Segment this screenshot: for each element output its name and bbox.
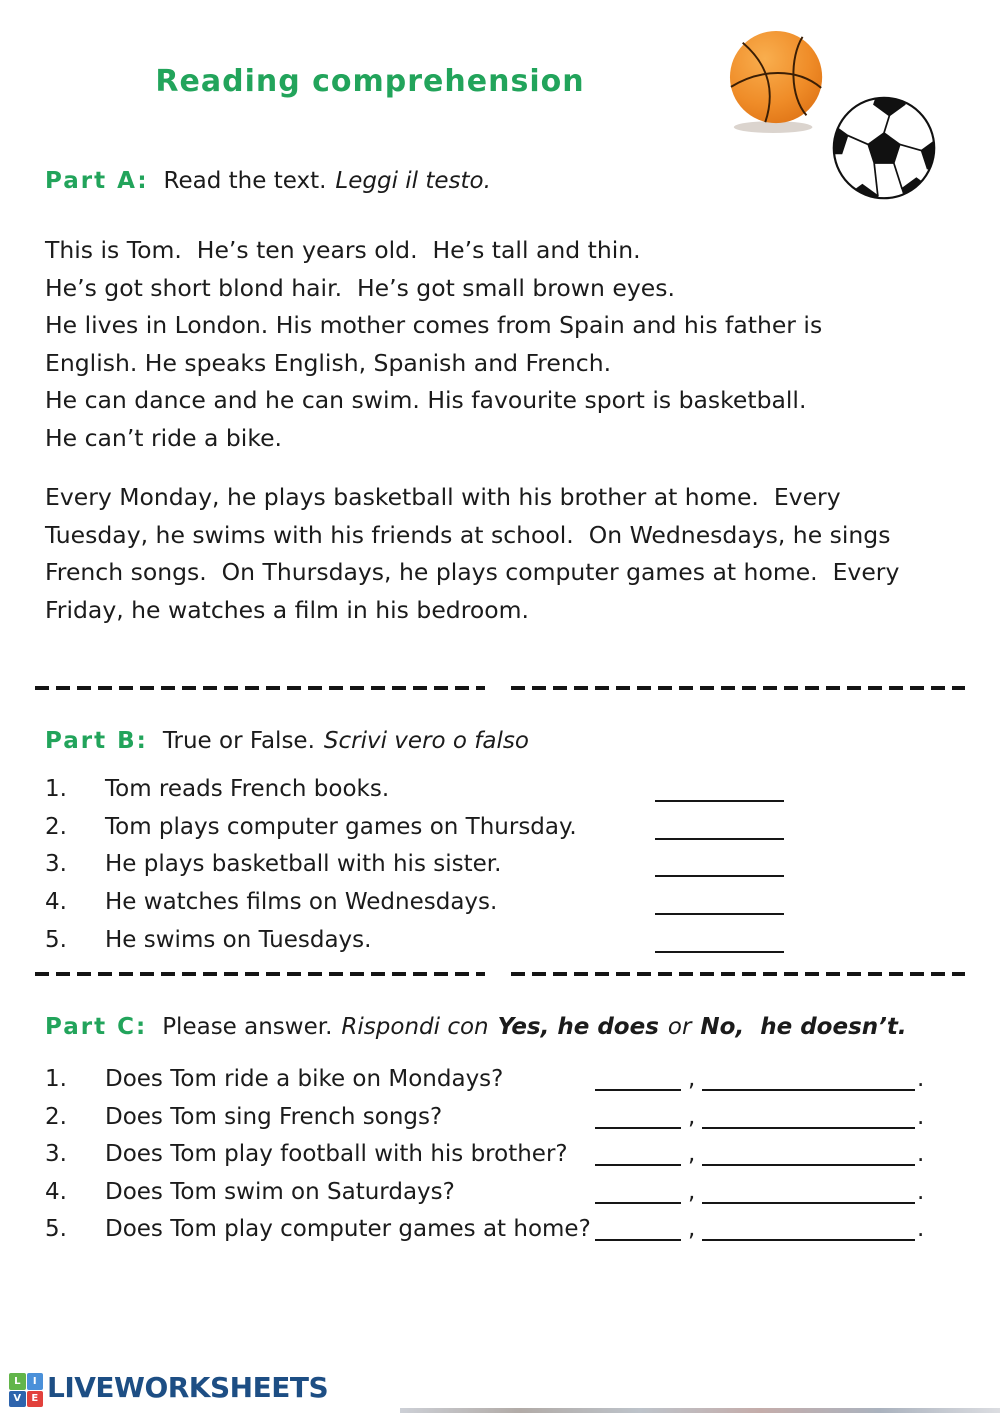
answer-blank-long[interactable] (702, 1089, 915, 1091)
text-line: English. He speaks English, Spanish and French. (45, 348, 612, 377)
question-row (0, 1060, 1000, 1098)
question-text: Does Tom ride a bike on Mondays? (105, 1066, 504, 1092)
answer-blank[interactable] (655, 838, 784, 840)
question-row (0, 1098, 1000, 1136)
question-text: He watches films on Wednesdays. (105, 889, 498, 915)
period-mark: . (917, 1141, 925, 1167)
comma-separator: , (688, 1104, 696, 1130)
answer-blank-long[interactable] (702, 1164, 915, 1166)
liveworksheets-logo-icon (9, 1373, 43, 1407)
answer-blank[interactable] (655, 913, 784, 915)
question-text: Does Tom play computer games at home? (105, 1216, 591, 1242)
text-line: French songs. On Thursdays, he plays computer games at home. Every (45, 558, 900, 586)
answer-blank-short[interactable] (595, 1127, 681, 1129)
answer-blank[interactable] (655, 875, 784, 877)
part-a-header (45, 166, 491, 196)
question-number: 4. (45, 889, 67, 915)
question-number: 3. (45, 851, 67, 877)
logo-letter: I (27, 1373, 44, 1390)
question-row (0, 1135, 1000, 1173)
part-a-instruction-italian: Leggi il testo. (335, 168, 491, 194)
question-number: 3. (45, 1141, 67, 1167)
comma-separator: , (688, 1141, 696, 1167)
reading-text-paragraph-1 (45, 232, 975, 457)
answer-blank-short[interactable] (595, 1089, 681, 1091)
answer-blank-short[interactable] (595, 1202, 681, 1204)
answer-option-no: No, he doesn’t. (700, 1014, 907, 1040)
text-line: He can’t ride a bike. (45, 423, 283, 452)
part-b-instruction-italian: Scrivi vero o falso (323, 728, 529, 754)
answer-option-yes: Yes, he does (497, 1014, 659, 1040)
question-number: 4. (45, 1179, 67, 1205)
question-number: 2. (45, 1104, 67, 1130)
answer-blank-short[interactable] (595, 1164, 681, 1166)
question-row (0, 845, 1000, 883)
period-mark: . (917, 1216, 925, 1242)
part-b-instruction: True or False. (162, 728, 315, 754)
question-row (0, 883, 1000, 921)
question-row (0, 1210, 1000, 1248)
part-c-instruction-italian: Rispondi con (341, 1014, 489, 1040)
dashed-divider (35, 686, 965, 690)
reading-text-paragraph-2 (45, 479, 975, 629)
comma-separator: , (688, 1179, 696, 1205)
answer-blank[interactable] (655, 951, 784, 953)
question-text: Does Tom sing French songs? (105, 1104, 443, 1130)
answer-blank-short[interactable] (595, 1239, 681, 1241)
part-c-label: Part C: (45, 1014, 148, 1040)
question-number: 1. (45, 1066, 67, 1092)
period-mark: . (917, 1066, 925, 1092)
logo-letter: V (9, 1391, 26, 1408)
text-line: Every Monday, he plays basketball with his brother at home. Every (45, 483, 841, 511)
question-text: Does Tom play football with his brother? (105, 1141, 568, 1167)
answer-blank-long[interactable] (702, 1202, 915, 1204)
text-line: Tuesday, he swims with his friends at school. On Wednesdays, he sings (45, 520, 891, 549)
basketball-image (728, 28, 830, 138)
soccer-ball-image (830, 94, 938, 206)
question-text: He swims on Tuesdays. (105, 927, 372, 953)
dashed-divider (35, 972, 965, 976)
question-text: He plays basketball with his sister. (105, 851, 502, 877)
logo-letter: L (9, 1373, 26, 1390)
question-number: 5. (45, 927, 67, 953)
logo-letter: E (27, 1391, 44, 1408)
part-a-label: Part A: (45, 168, 149, 194)
text-line: He lives in London. His mother comes from Spain and his father is (45, 311, 823, 339)
answer-blank-long[interactable] (702, 1239, 915, 1241)
text-line: He’s got short blond hair. He’s got small brown eyes. (45, 273, 675, 302)
or-word: or (667, 1014, 692, 1040)
question-number: 5. (45, 1216, 67, 1242)
liveworksheets-brand-text: LIVEWORKSHEETS (47, 1371, 329, 1404)
page-title: Reading comprehension (155, 64, 585, 99)
answer-blank[interactable] (655, 800, 784, 802)
cropped-banner-strip (400, 1408, 1000, 1413)
text-line: He can dance and he can swim. His favourite sport is basketball. (45, 386, 807, 414)
answer-blank-long[interactable] (702, 1127, 915, 1129)
period-mark: . (917, 1179, 925, 1205)
comma-separator: , (688, 1216, 696, 1242)
question-row (0, 808, 1000, 846)
question-text: Tom reads French books. (105, 776, 390, 802)
text-line: Friday, he watches a film in his bedroom. (45, 595, 529, 624)
part-c-header (45, 1012, 907, 1042)
period-mark: . (917, 1104, 925, 1130)
part-a-instruction: Read the text. (163, 168, 327, 194)
question-row (0, 770, 1000, 808)
question-row (0, 1173, 1000, 1211)
question-number: 2. (45, 814, 67, 840)
question-text: Does Tom swim on Saturdays? (105, 1179, 455, 1205)
part-b-label: Part B: (45, 728, 148, 754)
comma-separator: , (688, 1066, 696, 1092)
text-line: This is Tom. He’s ten years old. He’s tall and thin. (45, 236, 641, 264)
question-text: Tom plays computer games on Thursday. (105, 814, 577, 840)
part-b-header (45, 726, 529, 756)
question-number: 1. (45, 776, 67, 802)
part-c-instruction: Please answer. (162, 1014, 333, 1040)
question-row (0, 921, 1000, 959)
